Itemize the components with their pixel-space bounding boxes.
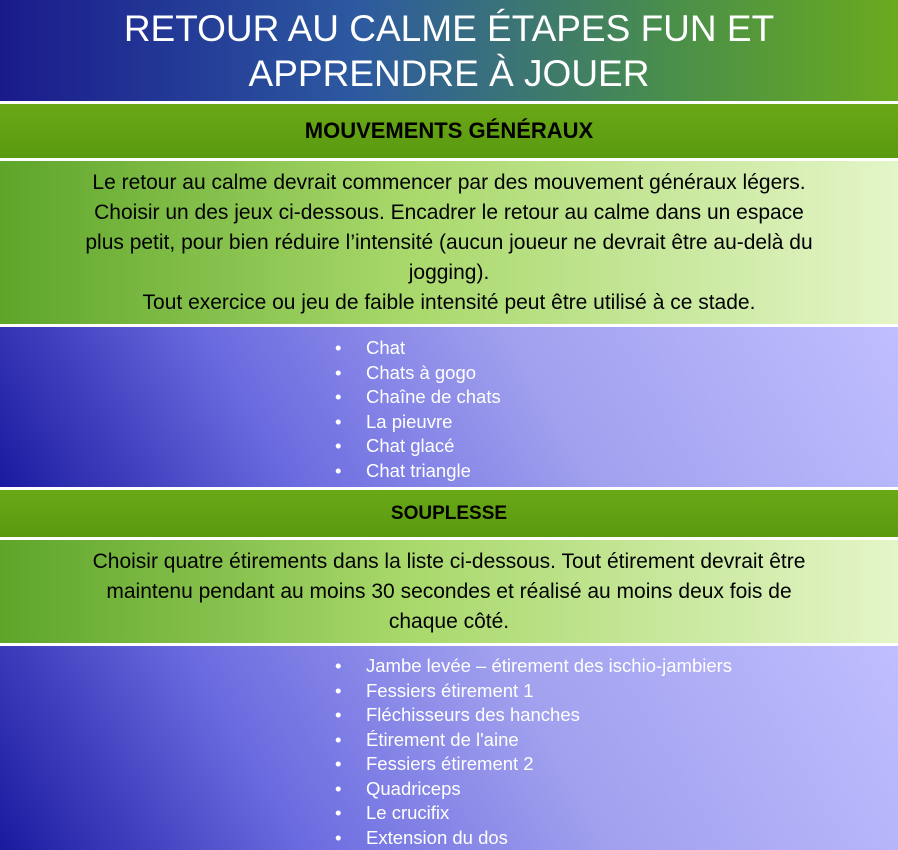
description-line: chaque côté. — [388, 609, 510, 633]
list-item: • Chat — [335, 336, 501, 361]
section-description-mouvements — [0, 161, 898, 324]
list-item: • Fessiers étirement 2 — [335, 752, 732, 777]
stretches-list-panel — [0, 646, 898, 850]
description-line: plus petit, pour bien réduire l’intensité (aucun joueur ne devrait être au-delà du — [85, 230, 813, 254]
page-title-text: RETOUR AU CALME ÉTAPES FUN ET APPRENDRE À JOUER — [123, 7, 775, 94]
section-heading-souplesse — [0, 490, 898, 537]
list-item: • Étirement de l'aine — [335, 728, 732, 753]
list-item: • Extension du dos — [335, 826, 732, 850]
description-paragraph — [14, 168, 884, 318]
list-item: • Chaîne de chats — [335, 385, 501, 410]
list-item: • La pieuvre — [335, 410, 501, 435]
description-line: Choisir un des jeux ci-dessous. Encadrer le retour au calme dans un espace — [94, 200, 804, 224]
list-item: • Le crucifix — [335, 801, 732, 826]
list-item: • Quadriceps — [335, 777, 732, 802]
description-paragraph — [14, 547, 884, 637]
list-item: • Fessiers étirement 1 — [335, 679, 732, 704]
description-line: jogging). — [408, 260, 490, 284]
section-heading-text: MOUVEMENTS GÉNÉRAUX — [304, 118, 594, 143]
description-line: Le retour au calme devrait commencer par des mouvement généraux légers. — [92, 170, 806, 194]
games-list-panel — [0, 327, 898, 487]
list-item: • Jambe levée – étirement des ischio-jambiers — [335, 654, 732, 679]
stretches-list — [335, 654, 732, 850]
games-list — [335, 336, 501, 483]
section-heading-text: SOUPLESSE — [390, 502, 508, 524]
list-item: • Chat triangle — [335, 459, 501, 484]
section-heading-mouvements — [0, 104, 898, 158]
list-item: • Fléchisseurs des hanches — [335, 703, 732, 728]
description-line: Tout exercice ou jeu de faible intensité peut être utilisé à ce stade. — [142, 290, 756, 314]
page-title — [0, 0, 898, 101]
list-item: • Chats à gogo — [335, 361, 501, 386]
section-description-souplesse — [0, 540, 898, 643]
description-line: maintenu pendant au moins 30 secondes et réalisé au moins deux fois de — [106, 579, 792, 603]
description-line: Choisir quatre étirements dans la liste ci-dessous. Tout étirement devrait être — [92, 549, 806, 573]
list-item: • Chat glacé — [335, 434, 501, 459]
